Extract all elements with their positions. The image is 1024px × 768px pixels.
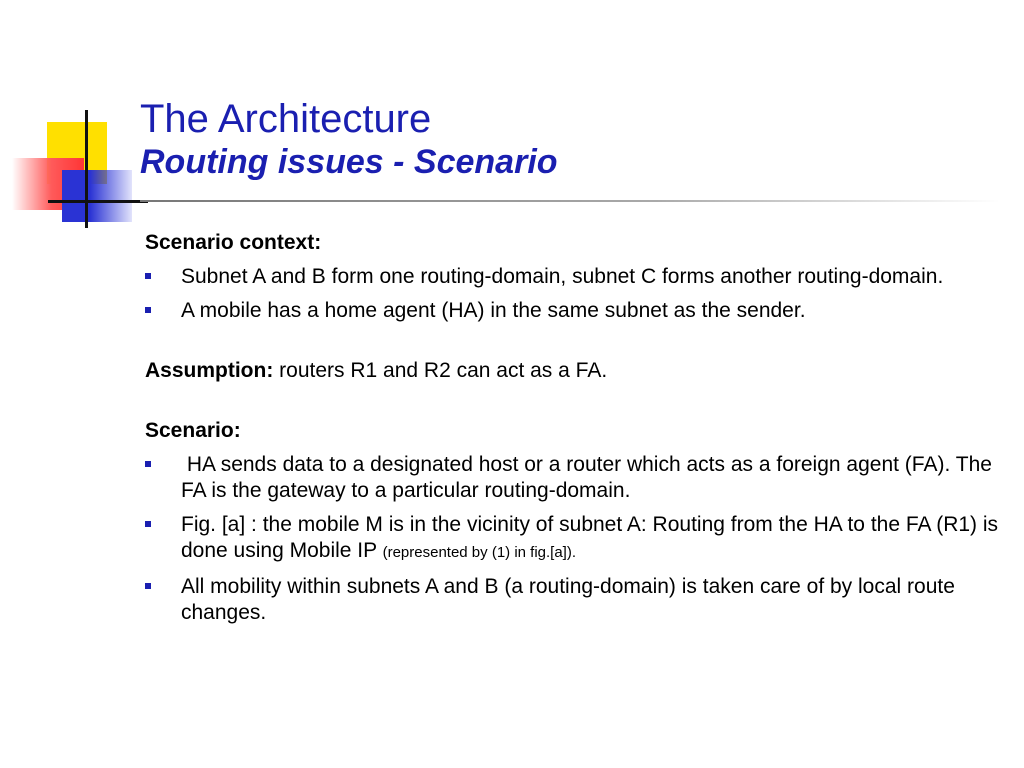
context-item-text: A mobile has a home agent (HA) in the same subnet as the sender.: [181, 299, 806, 322]
scenario-item-note: (represented by (1) in fig.[a]).: [382, 544, 577, 561]
bullet-icon: [145, 273, 151, 279]
bullet-icon: [145, 521, 151, 527]
context-item-text: Subnet A and B form one routing-domain, subnet C forms another routing-domain.: [181, 265, 944, 288]
assumption-label: Assumption:: [145, 359, 274, 382]
scenario-list: [145, 452, 1005, 626]
list-item: [145, 452, 1005, 504]
logo-horizontal-line: [48, 200, 148, 203]
decorative-logo: [0, 100, 150, 230]
slide-content: [145, 230, 1005, 634]
scenario-item-text: All mobility within subnets A and B (a routing-domain) is taken care of by local route changes.: [181, 575, 955, 624]
list-item: [145, 298, 1005, 324]
bullet-icon: [145, 583, 151, 589]
scenario-heading: Scenario:: [145, 419, 241, 442]
list-item: [145, 512, 1005, 566]
context-list: [145, 264, 1005, 324]
slide-title: The Architecture: [140, 97, 432, 141]
scenario-item-text: Fig. [a] : the mobile M is in the vicinity of subnet A: Routing from the HA to the FA (R1) is done using Mobile IP: [181, 513, 1004, 562]
context-heading: Scenario context:: [145, 231, 322, 254]
assumption-line: [145, 358, 1005, 384]
list-item: [145, 574, 1005, 626]
title-divider: [140, 200, 1000, 202]
logo-vertical-line: [85, 110, 88, 228]
assumption-text: routers R1 and R2 can act as a FA.: [273, 359, 608, 382]
list-item: [145, 264, 1005, 290]
logo-blue-square: [62, 170, 132, 222]
scenario-item-text: HA sends data to a designated host or a router which acts as a foreign agent (FA). The FA is the gateway to a particular routing-domain.: [181, 453, 998, 502]
slide-subtitle: Routing issues - Scenario: [140, 143, 558, 181]
bullet-icon: [145, 461, 151, 467]
bullet-icon: [145, 307, 151, 313]
title-area: [140, 96, 558, 182]
